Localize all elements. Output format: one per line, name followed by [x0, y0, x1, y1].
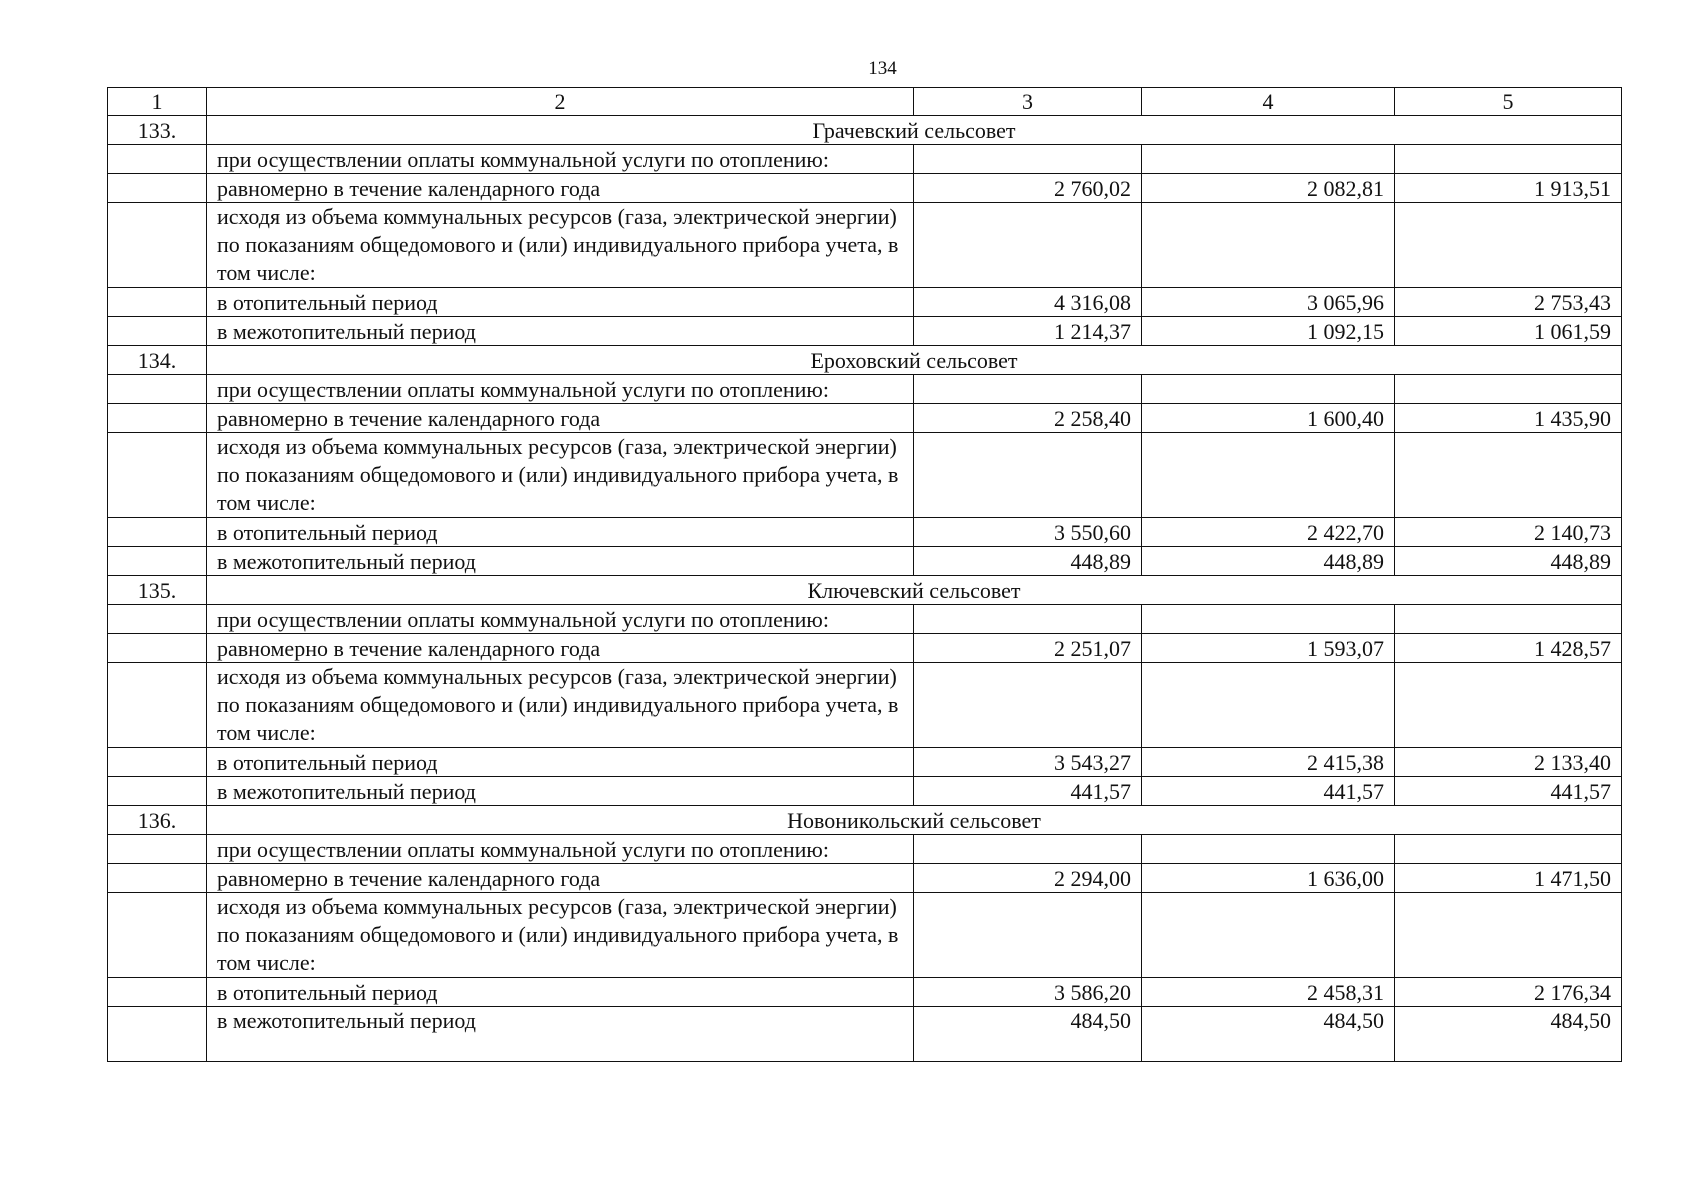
section-number: 135. — [108, 576, 207, 605]
row-description: исходя из объема коммунальных ресурсов (газа, электрической энергии) по показаниям общедомового и (или) индивидуального прибора учета, в том числе: — [207, 893, 914, 978]
value-cell: 2 251,07 — [914, 634, 1142, 663]
section-title: Ключевский сельсовет — [207, 576, 1622, 605]
table-row — [108, 748, 1622, 777]
empty-cell — [108, 978, 207, 1007]
table-row — [108, 777, 1622, 806]
value-cell: 441,57 — [1142, 777, 1395, 806]
value-cell: 2 258,40 — [914, 404, 1142, 433]
value-cell: 448,89 — [1395, 547, 1622, 576]
value-cell — [1142, 663, 1395, 748]
value-cell: 484,50 — [1395, 1007, 1622, 1062]
value-cell: 3 543,27 — [914, 748, 1142, 777]
value-cell: 3 586,20 — [914, 978, 1142, 1007]
value-cell: 441,57 — [1395, 777, 1622, 806]
empty-cell — [108, 864, 207, 893]
value-cell — [1395, 203, 1622, 288]
table-row — [108, 174, 1622, 203]
value-cell: 1 913,51 — [1395, 174, 1622, 203]
value-cell: 1 636,00 — [1142, 864, 1395, 893]
empty-cell — [108, 1007, 207, 1062]
row-description: равномерно в течение календарного года — [207, 174, 914, 203]
table-row — [108, 404, 1622, 433]
section-row — [108, 116, 1622, 145]
value-cell — [1142, 145, 1395, 174]
value-cell: 2 294,00 — [914, 864, 1142, 893]
empty-cell — [108, 174, 207, 203]
table-row — [108, 547, 1622, 576]
value-cell — [914, 605, 1142, 634]
value-cell: 2 140,73 — [1395, 518, 1622, 547]
row-description: в межотопительный период — [207, 1007, 914, 1062]
value-cell: 441,57 — [914, 777, 1142, 806]
value-cell — [1142, 203, 1395, 288]
value-cell — [1142, 605, 1395, 634]
table-row — [108, 634, 1622, 663]
row-description: в межотопительный период — [207, 317, 914, 346]
value-cell: 1 092,15 — [1142, 317, 1395, 346]
row-description: в отопительный период — [207, 978, 914, 1007]
value-cell — [1395, 663, 1622, 748]
value-cell — [1395, 893, 1622, 978]
value-cell: 2 176,34 — [1395, 978, 1622, 1007]
value-cell — [1395, 835, 1622, 864]
row-description: при осуществлении оплаты коммунальной услуги по отоплению: — [207, 145, 914, 174]
value-cell — [1395, 605, 1622, 634]
value-cell — [914, 893, 1142, 978]
section-row — [108, 346, 1622, 375]
value-cell: 2 133,40 — [1395, 748, 1622, 777]
header-cell: 4 — [1142, 88, 1395, 116]
empty-cell — [108, 835, 207, 864]
value-cell: 1 435,90 — [1395, 404, 1622, 433]
empty-cell — [108, 634, 207, 663]
value-cell — [914, 663, 1142, 748]
empty-cell — [108, 748, 207, 777]
table-row — [108, 518, 1622, 547]
value-cell: 448,89 — [914, 547, 1142, 576]
value-cell: 448,89 — [1142, 547, 1395, 576]
section-number: 136. — [108, 806, 207, 835]
section-row — [108, 576, 1622, 605]
row-description: исходя из объема коммунальных ресурсов (газа, электрической энергии) по показаниям общедомового и (или) индивидуального прибора учета, в том числе: — [207, 433, 914, 518]
value-cell: 1 428,57 — [1395, 634, 1622, 663]
value-cell: 3 065,96 — [1142, 288, 1395, 317]
row-description: равномерно в течение календарного года — [207, 404, 914, 433]
header-cell: 5 — [1395, 88, 1622, 116]
value-cell: 1 214,37 — [914, 317, 1142, 346]
table-row — [108, 433, 1622, 518]
value-cell — [914, 203, 1142, 288]
section-title: Грачевский сельсовет — [207, 116, 1622, 145]
row-description: в отопительный период — [207, 748, 914, 777]
section-title: Ероховский сельсовет — [207, 346, 1622, 375]
table-row — [108, 1007, 1622, 1062]
value-cell: 2 760,02 — [914, 174, 1142, 203]
value-cell — [1395, 433, 1622, 518]
empty-cell — [108, 317, 207, 346]
header-row — [108, 88, 1622, 116]
empty-cell — [108, 605, 207, 634]
empty-cell — [108, 203, 207, 288]
table-row — [108, 835, 1622, 864]
empty-cell — [108, 518, 207, 547]
table-row — [108, 288, 1622, 317]
value-cell — [1395, 145, 1622, 174]
empty-cell — [108, 145, 207, 174]
section-number: 134. — [108, 346, 207, 375]
row-description: при осуществлении оплаты коммунальной услуги по отоплению: — [207, 375, 914, 404]
value-cell: 4 316,08 — [914, 288, 1142, 317]
value-cell — [914, 835, 1142, 864]
section-title: Новоникольский сельсовет — [207, 806, 1622, 835]
empty-cell — [108, 893, 207, 978]
header-cell: 3 — [914, 88, 1142, 116]
table-row — [108, 605, 1622, 634]
row-description: в межотопительный период — [207, 777, 914, 806]
value-cell — [1142, 835, 1395, 864]
value-cell: 2 422,70 — [1142, 518, 1395, 547]
row-description: равномерно в течение календарного года — [207, 634, 914, 663]
value-cell: 2 753,43 — [1395, 288, 1622, 317]
header-cell: 2 — [207, 88, 914, 116]
row-description: при осуществлении оплаты коммунальной услуги по отоплению: — [207, 835, 914, 864]
value-cell: 1 593,07 — [1142, 634, 1395, 663]
row-description: равномерно в течение календарного года — [207, 864, 914, 893]
row-description: в отопительный период — [207, 518, 914, 547]
row-description: в межотопительный период — [207, 547, 914, 576]
value-cell: 1 600,40 — [1142, 404, 1395, 433]
empty-cell — [108, 777, 207, 806]
empty-cell — [108, 288, 207, 317]
page-number: 134 — [868, 58, 897, 79]
table-row — [108, 893, 1622, 978]
value-cell — [1142, 375, 1395, 404]
value-cell: 1 061,59 — [1395, 317, 1622, 346]
table-row — [108, 375, 1622, 404]
empty-cell — [108, 404, 207, 433]
tariff-table — [107, 87, 1622, 1062]
table-row — [108, 203, 1622, 288]
table-row — [108, 978, 1622, 1007]
value-cell: 2 415,38 — [1142, 748, 1395, 777]
value-cell: 3 550,60 — [914, 518, 1142, 547]
row-description: в отопительный период — [207, 288, 914, 317]
value-cell — [914, 433, 1142, 518]
value-cell: 484,50 — [914, 1007, 1142, 1062]
value-cell: 484,50 — [1142, 1007, 1395, 1062]
row-description: исходя из объема коммунальных ресурсов (газа, электрической энергии) по показаниям общедомового и (или) индивидуального прибора учета, в том числе: — [207, 203, 914, 288]
value-cell — [914, 145, 1142, 174]
value-cell — [1395, 375, 1622, 404]
table-row — [108, 317, 1622, 346]
empty-cell — [108, 375, 207, 404]
empty-cell — [108, 547, 207, 576]
table-row — [108, 864, 1622, 893]
table-row — [108, 145, 1622, 174]
value-cell: 1 471,50 — [1395, 864, 1622, 893]
section-number: 133. — [108, 116, 207, 145]
empty-cell — [108, 433, 207, 518]
empty-cell — [108, 663, 207, 748]
row-description: при осуществлении оплаты коммунальной услуги по отоплению: — [207, 605, 914, 634]
value-cell: 2 458,31 — [1142, 978, 1395, 1007]
value-cell — [1142, 893, 1395, 978]
value-cell — [914, 375, 1142, 404]
section-row — [108, 806, 1622, 835]
row-description: исходя из объема коммунальных ресурсов (газа, электрической энергии) по показаниям общедомового и (или) индивидуального прибора учета, в том числе: — [207, 663, 914, 748]
value-cell: 2 082,81 — [1142, 174, 1395, 203]
table-row — [108, 663, 1622, 748]
header-cell: 1 — [108, 88, 207, 116]
value-cell — [1142, 433, 1395, 518]
